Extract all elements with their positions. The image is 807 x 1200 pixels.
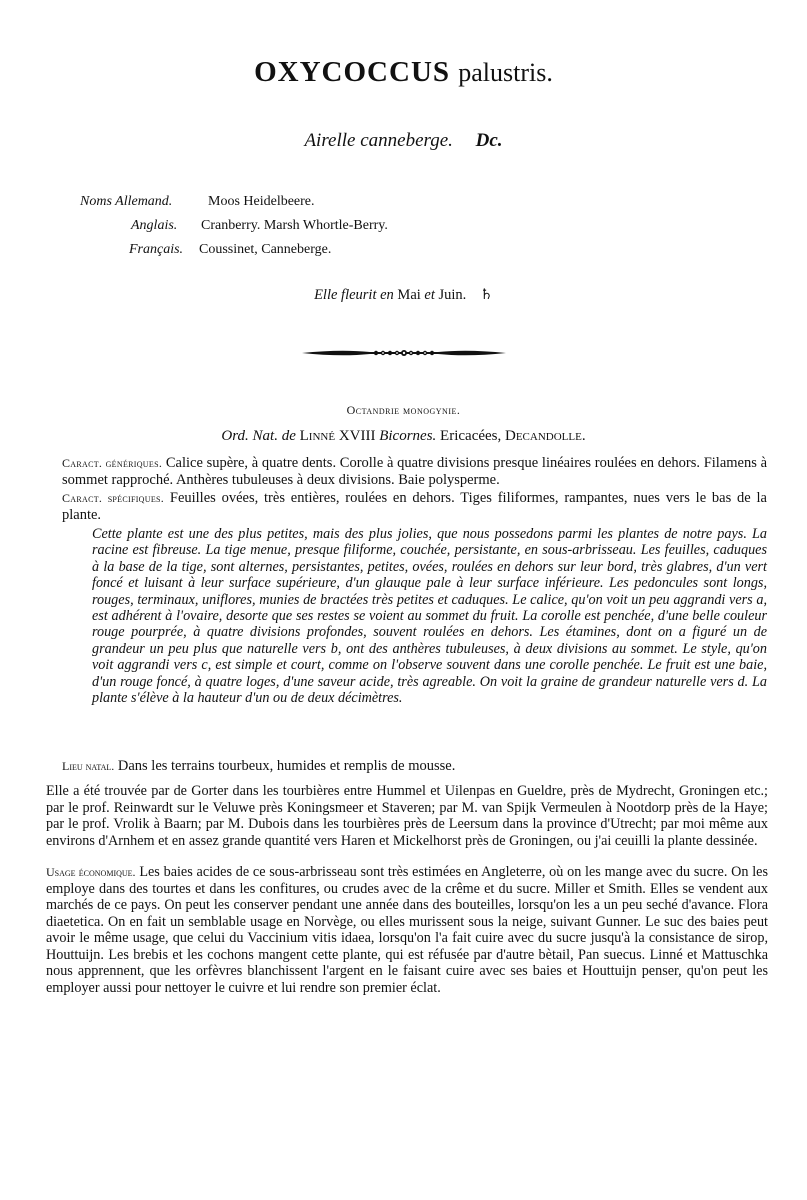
flowering-lead: Elle fleurit [314,287,377,303]
ord-bicornes: Bicornes. [379,428,437,444]
localities-paragraph [46,783,768,849]
native-habitat [62,758,767,775]
economic-use-head: Usage économique. [46,865,136,879]
specific-characters-text: Feuilles ovées, très entières, roulées en dehors. Tiges filiformes, rampantes, nues vers le bas de la plante. [62,490,767,523]
ord-prefix: Ord. Nat. [221,428,278,444]
generic-characters [62,455,767,489]
linnaean-class: Octandrie monogynie. [346,403,461,417]
ord-number: XVIII [338,428,376,444]
common-name-row [80,238,388,262]
economic-use-paragraph [46,864,768,996]
ord-ericacees: Ericacées, [440,428,502,444]
french-name-text: Airelle canneberge. [304,130,453,151]
title-genus: OXYCOCCUS [254,56,451,88]
common-name-row [80,190,388,214]
specific-characters-head: Caract. spécifiques. [62,491,165,505]
ord-linne: Linné [299,428,336,444]
common-name-label: Français. [129,242,184,257]
flowering-en: en [380,287,394,303]
ord-de: de [281,428,296,444]
plant-description: Cette plante est une des plus petites, mais des plus jolies, que nous possedons parmi les plantes de notre pays. La racine est fibreuse. La tige menue, presque filiforme, couchée, persistante, en sous-arbrisseau. Les feuilles, caduques à la base de la tige, sont alternes, persistantes, petites, ovées, roulées en dehors sur leur bord, très glabres, d'un vert foncé et luisant à leur surface supérieure, d'un glauque pale à leur surface inférieure. Les pedoncules sont longs, rouges, terminaux, uniflores, munies de bractées très petites et caduques. Le calice, qu'on voit un peu aggrandi vers a, est adhérent à l'ovaire, desorte que ses restes se voient au sommet du fruit. La corolle est penchée, d'une belle couleur rouge pourprée, à quatre divisions profondes, souvent roulées en dehors. Les étamines, dont on a figuré un de grandeur un peu plus que naturelle vers b, ont des anthères tubuleuses, à deux divisions au sommet. Le style, qu'on voit aggrandi vers c, est simple et court, comme on l'observe souvent dans une corolle penchée. Le fruit est une baie, d'un rouge foncé, à quatre loges, d'une saveur acide, très agreable. On voit la graine de grandeur naturelle vers d. La plante s'élève à la hauteur d'un ou de deux décimètres. [92,526,767,707]
native-habitat-head: Lieu natal. [62,759,115,773]
french-name [0,130,807,152]
native-habitat-text: Dans les terrains tourbeux, humides et remplis de mousse. [117,758,456,774]
specific-characters [62,490,767,524]
generic-characters-text: Calice supère, à quatre dents. Corolle à quatre divisions presque linéaires roulées en dehors. Filamens à sommet rapproché. Anthères tubuleuses à deux divisions. Baie polysperme. [62,455,768,488]
divider-ornament [300,345,508,361]
perennial-symbol: ♄ [479,287,493,303]
common-name-label: Noms Allemand. [80,194,173,209]
common-name-value: Coussinet, Canneberge. [199,242,332,257]
french-name-author: Dc. [475,130,503,151]
natural-order [0,428,807,445]
ord-decandolle: Decandolle. [505,428,586,444]
generic-characters-head: Caract. génériques. [62,456,163,470]
title-species: palustris. [458,58,553,87]
flowering-et: et [424,287,435,303]
localities-text: Elle a été trouvée par de Gorter dans les tourbières entre Hummel et Uilenpas en Gueldre, près de Mydrecht, Groningen etc.; par le prof. Reinwardt sur le Veluwe près Koningsmeer et Staveren; par M. van Spijk Vermeulen à Nootdorp près de la Haye; par le prof. Vrolik à Baarn; par M. Dubois dans les tourbières près de Leersum dans la province d'Utrecht; par moi même aux environs d'Arnhem et en assez grande quantité vers Haren et Mickelhorst près de Groningen, ou j'ai ceuilli la plante dessinée. [46,783,768,849]
flowering-month-2: Juin. [438,287,467,303]
flowering-month-1: Mai [397,287,421,303]
economic-use-text: Les baies acides de ce sous-arbrisseau sont très estimées en Angleterre, où on les mange avec du sucre. On les employe dans des tourtes et dans les confitures, ou crudes avec de la crême et du sucre. Miller et Smith. Elles se vendent aux marchés de ce pays. On peut les conserver pendant une année dans des bouteilles, lorsqu'on les a un peu seché d'avance. Flora diaetetica. On en fait un semblable usage en Norvège, ou elles murissent sous la neige, suivant Gunner. Le suc des baies peut avoir le même usage, que celui du Vaccinium vitis idaea, lorsqu'on l'a fait cuire avec du sucre jusqu'à la consistance de sirop, Houttuijn. Les brebis et les cochons mangent cette plante, qui est réfusée par d'autre bètail, Pan suecus. Linné et Mattuschka nous apprennent, que les orfèvres blanchissent l'argent en le faisant cuire avec ses baies et Houttuijn penser, qu'on peut les employer aussi pour nettoyer le cuivre et lui rendre son premier éclat. [46,864,769,996]
page-title [0,56,807,89]
common-name-row [80,214,388,238]
common-names-block [80,190,388,262]
flowering-period [0,286,807,304]
common-name-label: Anglais. [131,218,178,233]
common-name-value: Cranberry. Marsh Whortle-Berry. [201,218,388,233]
common-name-value: Moos Heidelbeere. [208,194,315,209]
